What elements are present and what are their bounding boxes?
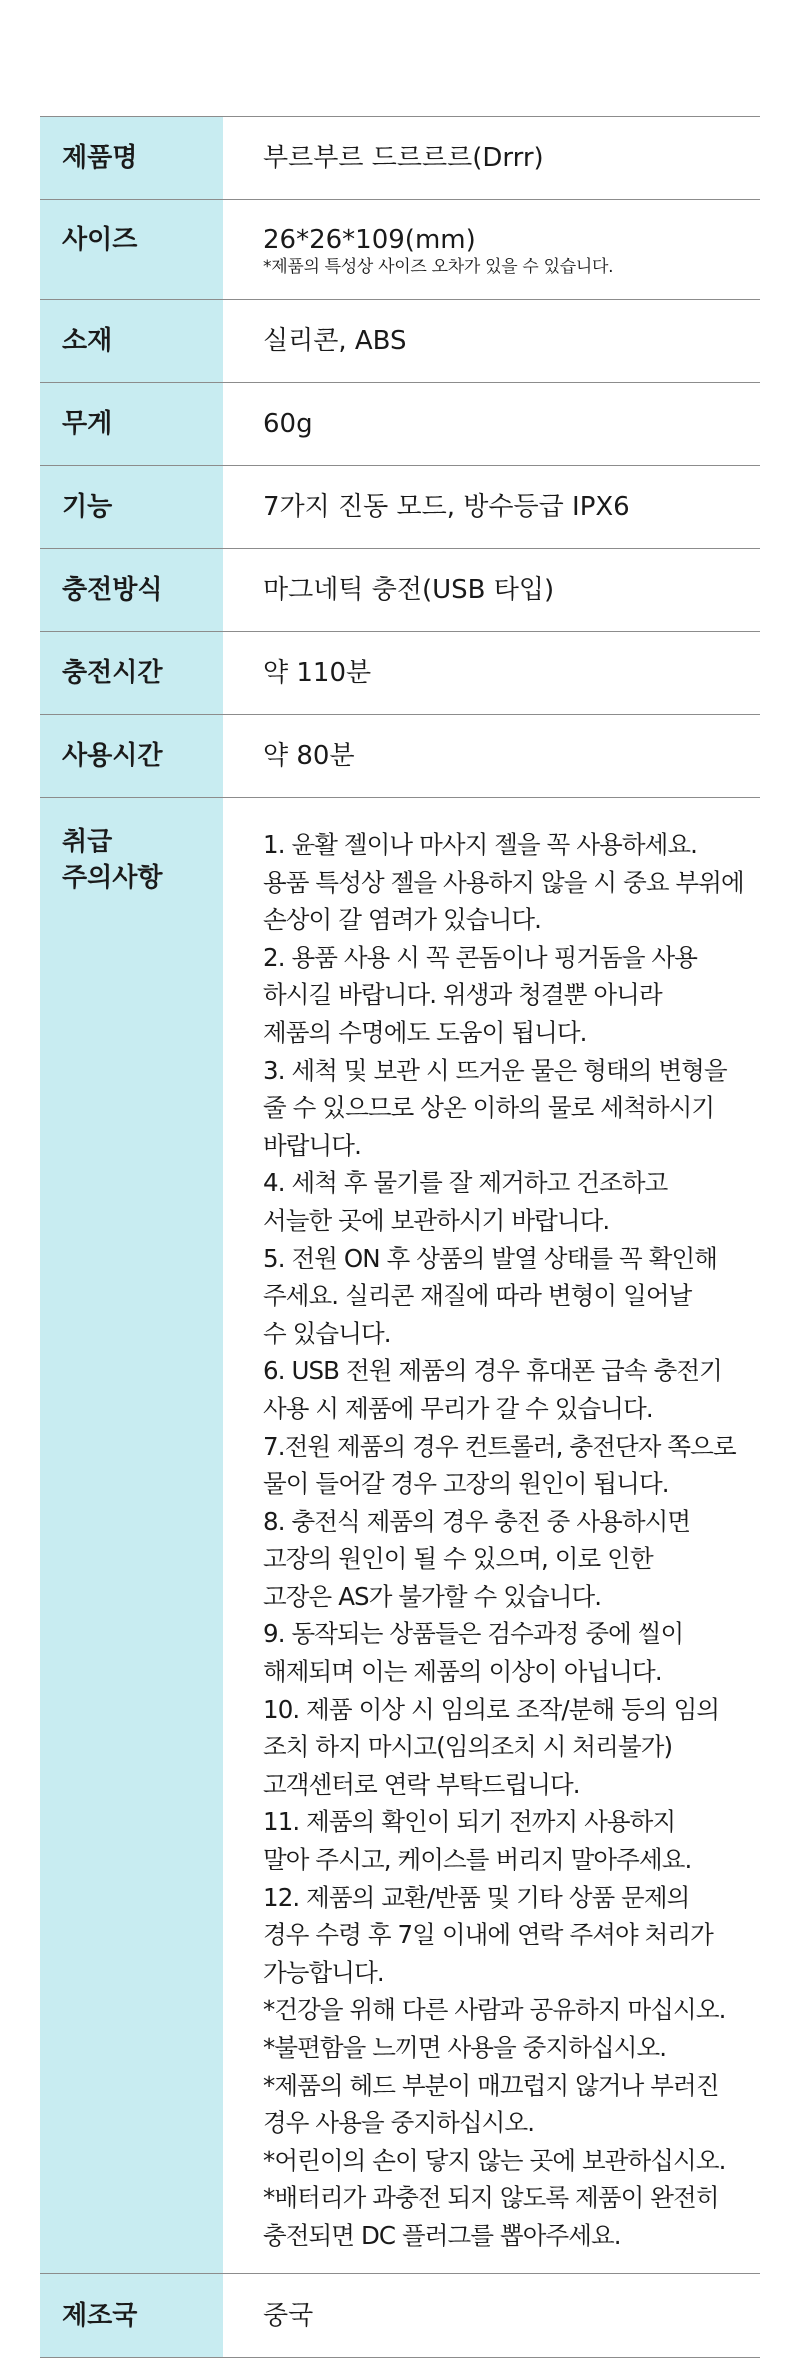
spec-row-usage-time (40, 715, 760, 798)
spec-value-text: 7가지 진동 모드, 방수등급 IPX6 (263, 492, 630, 522)
precaution-line: 사용 시 제품에 무리가 갈 수 있습니다. (263, 1393, 653, 1423)
precaution-line: 하시길 바랍니다. 위생과 청결뿐 아니라 (263, 980, 662, 1010)
precaution-line: 수 있습니다. (263, 1318, 391, 1348)
spec-label: 취급 주의사항 (40, 798, 223, 2273)
spec-value-text: 실리콘, ABS (263, 326, 407, 356)
precaution-line: 말아 주시고, 케이스를 버리지 말아주세요. (263, 1845, 692, 1875)
spec-row-product-name (40, 117, 760, 200)
spec-row-material (40, 300, 760, 383)
precaution-line: *제품의 헤드 부분이 매끄럽지 않거나 부러진 (263, 2070, 719, 2100)
spec-label: 제품명 (40, 117, 223, 199)
spec-row-size (40, 200, 760, 300)
precaution-line: 8. 충전식 제품의 경우 충전 중 사용하시면 (263, 1506, 691, 1536)
precaution-line: 1. 윤활 젤이나 마사지 젤을 꼭 사용하세요. (263, 830, 698, 859)
spec-row-country-of-origin (40, 2274, 760, 2358)
precaution-line: 경우 수령 후 7일 이내에 연락 주셔야 처리가 (263, 1920, 713, 1950)
spec-row-handling-precautions (40, 798, 760, 2274)
precaution-line: 해제되며 이는 제품의 이상이 아닙니다. (263, 1657, 662, 1687)
precaution-line: 줄 수 있으므로 상온 이하의 물로 세척하시기 (263, 1093, 715, 1123)
spec-value-text: 26*26*109(mm) (263, 224, 476, 255)
precaution-line: *어린이의 손이 닿지 않는 곳에 보관하십시오. (263, 2145, 726, 2175)
spec-row-charging-time (40, 632, 760, 715)
spec-value (223, 632, 760, 714)
precaution-line: 가능합니다. (263, 1957, 384, 1987)
precaution-line: *배터리가 과충전 되지 않도록 제품이 완전히 (263, 2183, 719, 2213)
precautions-list (223, 798, 768, 2273)
spec-value (223, 466, 760, 548)
size-tolerance-note: *제품의 특성상 사이즈 오차가 있을 수 있습니다. (263, 256, 614, 277)
precaution-line: 서늘한 곳에 보관하시기 바랍니다. (263, 1205, 610, 1235)
spec-label: 충전시간 (40, 632, 223, 714)
precaution-line: 물이 들어갈 경우 고장의 원인이 됩니다. (263, 1469, 669, 1499)
precaution-line: *불편함을 느끼면 사용을 중지하십시오. (263, 2033, 667, 2062)
spec-label: 사이즈 (40, 200, 223, 299)
spec-label: 소재 (40, 300, 223, 382)
spec-label: 기능 (40, 466, 223, 548)
spec-value-text: 중국 (263, 2300, 314, 2331)
precaution-line: 2. 용품 사용 시 꼭 콘돔이나 핑거돔을 사용 (263, 942, 698, 972)
precaution-line: 3. 세척 및 보관 시 뜨거운 물은 형태의 변형을 (263, 1055, 727, 1085)
product-spec-table (40, 116, 760, 2358)
precaution-line: 주세요. 실리콘 재질에 따라 변형이 일어날 (263, 1281, 692, 1311)
spec-value-text: 약 110분 (263, 658, 372, 688)
precaution-line: 용품 특성상 젤을 사용하지 않을 시 중요 부위에 (263, 867, 744, 897)
precaution-line: 손상이 갈 염려가 있습니다. (263, 905, 541, 935)
precaution-line: 11. 제품의 확인이 되기 전까지 사용하지 (263, 1807, 676, 1837)
spec-label: 무게 (40, 383, 223, 465)
spec-value-text: 부르부르 드르르르(Drrr) (263, 143, 544, 173)
precaution-line: 경우 사용을 중지하십시오. (263, 2108, 535, 2138)
precaution-line: 5. 전원 ON 후 상품의 발열 상태를 꼭 확인해 (263, 1243, 717, 1273)
spec-value (223, 549, 760, 631)
precaution-line: 제품의 수명에도 도움이 됩니다. (263, 1017, 587, 1047)
precaution-line: 조치 하지 마시고(임의조치 시 처리불가) (263, 1732, 673, 1762)
spec-value-text: 마그네틱 충전(USB 타입) (263, 575, 555, 605)
spec-row-charging-method (40, 549, 760, 632)
spec-label: 제조국 (40, 2274, 223, 2357)
spec-value (223, 117, 760, 199)
spec-label: 사용시간 (40, 715, 223, 797)
precaution-line: *건강을 위해 다른 사람과 공유하지 마십시오. (263, 1995, 726, 2025)
spec-row-weight (40, 383, 760, 466)
precaution-line: 고장은 AS가 불가할 수 있습니다. (263, 1581, 602, 1611)
precaution-line: 고장의 원인이 될 수 있으며, 이로 인한 (263, 1544, 653, 1574)
precaution-line: 고객센터로 연락 부탁드립니다. (263, 1769, 580, 1799)
spec-label: 충전방식 (40, 549, 223, 631)
spec-value (223, 200, 760, 299)
precaution-line: 12. 제품의 교환/반품 및 기타 상품 문제의 (263, 1882, 690, 1912)
precaution-line: 9. 동작되는 상품들은 검수과정 중에 씰이 (263, 1619, 684, 1649)
spec-value-text: 약 80분 (263, 741, 355, 771)
precaution-line: 바랍니다. (263, 1130, 361, 1160)
spec-value (223, 2274, 760, 2357)
spec-value (223, 300, 760, 382)
precaution-line: 10. 제품 이상 시 임의로 조작/분해 등의 임의 (263, 1694, 720, 1724)
spec-value-text: 60g (263, 409, 313, 439)
precaution-line: 6. USB 전원 제품의 경우 휴대폰 급속 충전기 (263, 1356, 722, 1386)
spec-row-function (40, 466, 760, 549)
precaution-line: 4. 세척 후 물기를 잘 제거하고 건조하고 (263, 1168, 668, 1198)
precaution-line: 7.전원 제품의 경우 컨트롤러, 충전단자 쪽으로 (263, 1431, 736, 1461)
spec-value (223, 383, 760, 465)
spec-value (223, 715, 760, 797)
precaution-line: 충전되면 DC 플러그를 뽑아주세요. (263, 2220, 621, 2250)
